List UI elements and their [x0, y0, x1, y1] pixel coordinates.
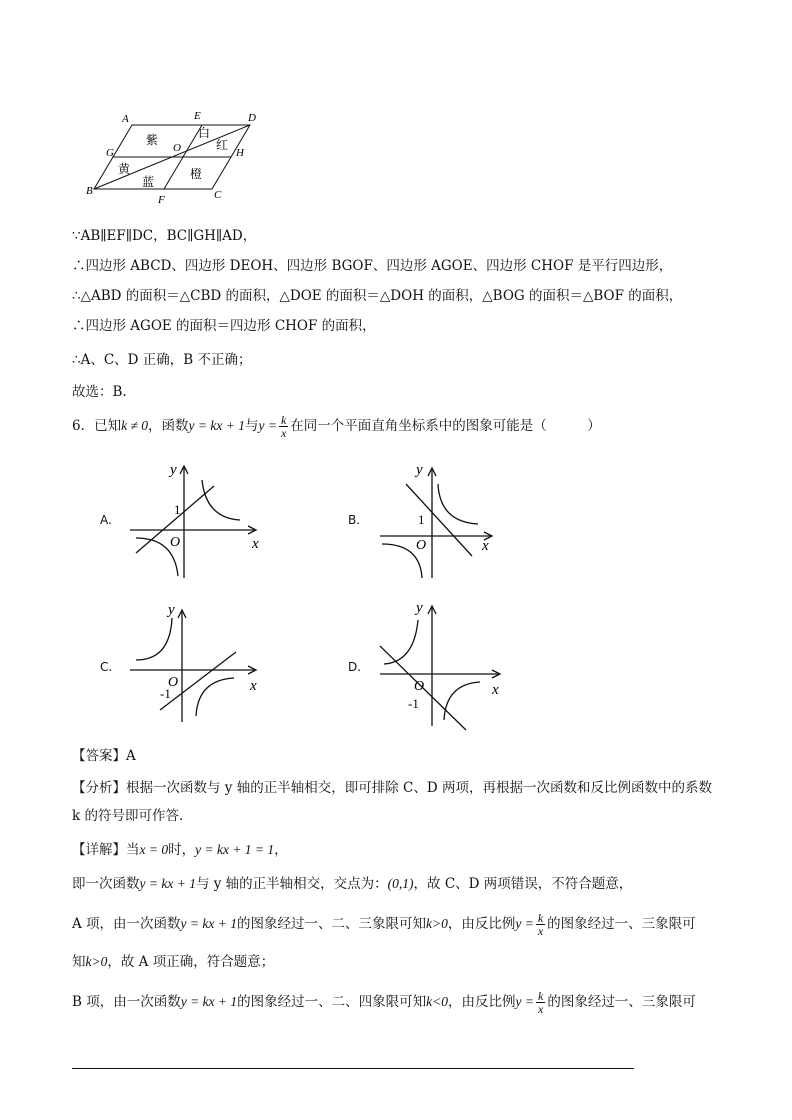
graph-b	[374, 458, 524, 583]
proof-line-6: 故选：B.	[72, 384, 127, 400]
d-y-label: y	[416, 600, 423, 616]
a-x-label: x	[252, 536, 259, 552]
b-item-k: k<0	[426, 994, 449, 1009]
b-frac-den: x	[538, 1002, 544, 1016]
graph-a	[124, 458, 274, 583]
proof-line-3: ∴△ABD 的面积＝△CBD 的面积，△DOE 的面积＝△DOH 的面积，△BOG 的面积＝△BOF 的面积，	[72, 288, 683, 304]
graph-d	[374, 594, 524, 734]
a-y-label: y	[170, 462, 177, 478]
b-item-line-1	[72, 990, 696, 1015]
b-item-func: y = kx + 1	[180, 994, 238, 1009]
q-func2-frac	[279, 414, 288, 439]
region-blue: 蓝	[142, 175, 155, 189]
b-item-1: B 项，由一次函数	[72, 994, 181, 1010]
label-O: O	[173, 142, 181, 154]
b-item-frac	[536, 990, 545, 1015]
b-x-label: x	[482, 538, 489, 554]
detail-cond: x = 0	[139, 842, 169, 857]
q-text-before: 已知	[94, 418, 122, 434]
label-D: D	[248, 112, 256, 124]
intersect-2: 与 y 轴的正半轴相交，交点为：	[195, 876, 388, 892]
parallelogram-figure	[86, 106, 266, 206]
c-origin: O	[168, 675, 179, 690]
a-one: 1	[174, 502, 181, 517]
analysis-line-2: k 的符号即可作答.	[72, 808, 184, 824]
label-F: F	[158, 194, 165, 206]
a-item-line-1	[72, 912, 696, 937]
intersect-1: 即一次函数	[72, 876, 140, 892]
detail-tag: 【详解】当	[72, 842, 140, 858]
c-x-label: x	[250, 678, 257, 694]
q-func2-lhs: y =	[258, 418, 277, 433]
d-origin: O	[414, 679, 425, 694]
region-orange: 橙	[190, 167, 203, 181]
option-c-label: C.	[100, 660, 113, 674]
intersect-func: y = kx + 1	[139, 876, 196, 891]
a-item-3: ，由反比例	[447, 916, 516, 932]
b-origin: O	[416, 538, 427, 553]
a-item-y: y =	[515, 916, 534, 931]
d-x-label: x	[492, 682, 499, 698]
proof-line-2: ∴四边形 ABCD、四边形 DEOH、四边形 BGOF、四边形 AGOE、四边形 CHOF 是平行四边形，	[72, 258, 673, 274]
detail-eq: y = kx + 1 = 1	[195, 842, 275, 857]
region-white: 白	[198, 126, 211, 140]
option-d-label: D.	[348, 660, 362, 674]
a-origin: O	[170, 535, 181, 550]
a-item-k: k>0	[426, 916, 448, 931]
answer-line: 【答案】A	[72, 748, 136, 764]
graph-c	[124, 598, 274, 728]
b-item-2: 的图象经过一、二、四象限可知	[237, 994, 427, 1010]
b-one: 1	[418, 512, 425, 527]
label-H: H	[236, 147, 244, 159]
b-item-3: ，由反比例	[448, 994, 516, 1010]
a-item-line-2	[72, 952, 274, 972]
a-frac-den: x	[537, 924, 544, 938]
region-red: 红	[216, 138, 229, 152]
detail-mid: 时，	[168, 842, 196, 858]
option-a-label: A.	[100, 513, 112, 527]
q-text-after: 在同一个平面直角坐标系中的图象可能是（ ）	[290, 418, 601, 434]
intersect-3: ，故 C、D 两项错误，不符合题意，	[413, 876, 633, 892]
a-item-4: 的图象经过一、三象限可	[547, 916, 696, 932]
c-minus-one: -1	[160, 686, 171, 701]
label-A: A	[122, 113, 129, 125]
footer-rule	[72, 1068, 634, 1069]
question-number: 6．	[72, 418, 95, 434]
region-purple: 紫	[146, 133, 159, 147]
frac-num: k	[280, 413, 287, 427]
a-item-5k: k>0	[85, 954, 108, 969]
q-func1: y = kx + 1	[188, 418, 245, 433]
c-y-label: y	[168, 602, 175, 618]
b-frac-num: k	[538, 989, 544, 1003]
question-6	[72, 414, 601, 439]
a-item-2: 的图象经过一、二、三象限可知	[237, 916, 426, 932]
analysis-line-1: 【分析】根据一次函数与 y 轴的正半轴相交，即可排除 C、D 两项，再根据一次函数和反比例函数中的系数	[72, 780, 712, 796]
a-item-func: y = kx + 1	[180, 916, 237, 931]
q-text-mid1: ，函数	[148, 418, 189, 434]
option-b-label: B.	[348, 513, 361, 527]
a-frac-num: k	[537, 911, 544, 925]
a-item-5a: 知	[72, 954, 86, 970]
proof-line-5: ∴A、C、D 正确，B 不正确；	[72, 352, 252, 368]
b-item-4: 的图象经过一、三象限可	[547, 994, 696, 1010]
a-item-5b: ，故 A 项正确，符合题意；	[107, 954, 275, 970]
intersect-point: (0,1)	[387, 876, 414, 891]
a-item-frac	[536, 912, 545, 937]
detail-line	[72, 840, 288, 860]
proof-line-1: ∵AB∥EF∥DC，BC∥GH∥AD，	[72, 228, 257, 244]
d-minus-one: -1	[408, 696, 419, 711]
b-y-label: y	[416, 462, 423, 478]
frac-den: x	[280, 426, 287, 440]
proof-line-4: ∴四边形 AGOE 的面积＝四边形 CHOF 的面积，	[72, 318, 376, 334]
a-item-1: A 项，由一次函数	[72, 916, 181, 932]
label-C: C	[214, 189, 222, 201]
b-item-y: y =	[515, 994, 535, 1009]
intersect-line	[72, 874, 632, 894]
q-text-mid2: 与	[244, 418, 259, 434]
detail-end: ，	[274, 842, 288, 858]
q-cond: k ≠ 0	[121, 418, 148, 433]
label-G: G	[106, 147, 114, 159]
label-B: B	[86, 185, 93, 197]
region-yellow: 黄	[118, 162, 131, 176]
label-E: E	[194, 110, 201, 122]
